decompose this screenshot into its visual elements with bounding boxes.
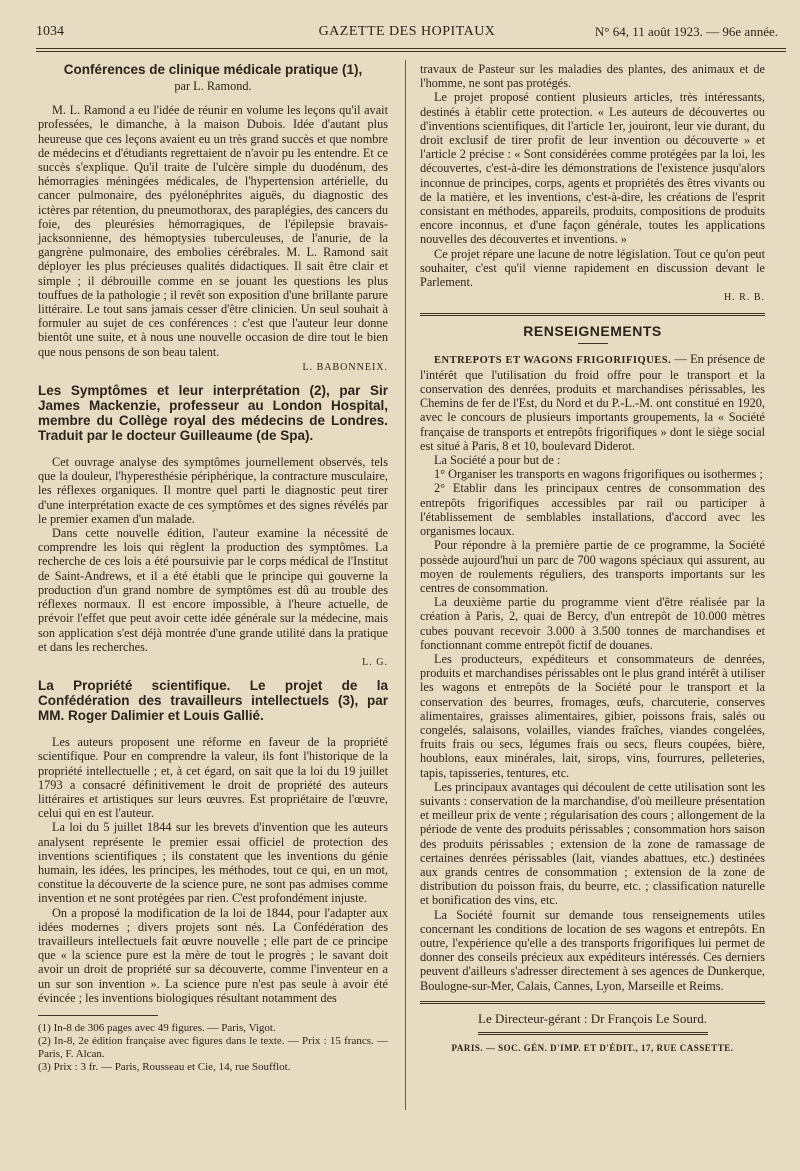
paragraph: La loi du 5 juillet 1844 sur les brevets d'invention que les auteurs analysent représente le premier essai officiel de protection des inventions scientifiques ; ils constatent que les inventions du génie humain, les idées, les principes, les méthodes, tout ce qui, en un mot, constitue la découverte de la science pure, ne sont pas admises comme invention et ne sont protégées par rien. C'est profondément injuste.: [38, 820, 388, 906]
page-header: [36, 24, 778, 42]
signature: L. G.: [362, 656, 388, 668]
signature: L. BABONNEIX.: [302, 361, 388, 373]
footnote: (2) In-8, 2e édition française avec figures dans le texte. — Prix : 15 francs. — Paris, F. Alcan.: [38, 1034, 388, 1060]
footnote: (1) In-8 de 306 pages avec 49 figures. — Paris, Vigot.: [38, 1021, 276, 1034]
paragraph: Les producteurs, expéditeurs et consommateurs de denrées, produits et marchandises périssables ont le plus grand intérêt à utiliser les wagons et entrepôts de la Société pour le transport et la conservation des beurres, fromages, œufs, charcuterie, conserves alimentaires, graisses alimentaires, gibier, poissons frais, salés ou congelés, salaisons, volailles, viandes fraîches, viandes congelées, fruits frais ou secs, légumes frais ou secs, fleurs coupées, bière, houblons, eaux minérales, lait, sirops, vins, fourrures, pelleteries, tapis, tapisseries, tentures, etc.: [420, 651, 765, 780]
section-title: Conférences de clinique médicale pratique (1),: [63, 62, 363, 77]
paragraph: [420, 352, 765, 453]
paragraph: Ce projet répare une lacune de notre législation. Tout ce qu'on peut souhaiter, c'est qu'il vienne rapidement en discussion devant le Parlement.: [420, 246, 765, 290]
header-rule: [36, 48, 786, 52]
paragraph: Les auteurs proposent une réforme en faveur de la propriété scientifique. Pour en comprendre la valeur, ils font l'historique de la propriété intellectuelle ; et, à cet égard, on sait que la loi du 19 juillet 1793 a consacré définitivement le droit de propriété des auteurs littéraires et artistiques sur leurs œuvres. Est propriétaire de l'œuvre, celui qui en est l'auteur.: [38, 735, 388, 821]
issue-info: N° 64, 11 août 1923. — 96e année.: [594, 24, 778, 39]
director-line: Le Directeur-gérant : Dr François Le Sourd.: [478, 1010, 707, 1026]
paragraph: La Société fournit sur demande tous renseignements utiles concernant les conditions de location de ses wagons et entrepôts. En outre, l'expérience qu'elle a des transports frigorifiques lui permet de donner des conseils précieux aux expéditeurs intéressés. Ces derniers peuvent d'ailleurs s'adresser directement à ses agences de Dunkerque, Boulogne-sur-Mer, Calais, Cannes, Lyon, Marseille et Reims.: [420, 907, 765, 993]
paragraph: 2° Etablir dans les principaux centres de consommation des entrepôts frigorifiques accessibles par rail ou participer à l'établissement de semblables installations, d'accord avec les organismes locaux.: [420, 481, 765, 539]
paragraph: Cet ouvrage analyse des symptômes journellement observés, tels que la douleur, l'hyperesthésie périphérique, la contracture musculaire, les réflexes organiques. Il montre quel parti le diagnostic peut tirer d'une interprétation exacte de ces symptômes et des signes révélés par le premier examen d'un malade.: [38, 455, 388, 526]
right-column: [420, 62, 765, 1055]
column-divider: [405, 60, 406, 1110]
section-heading: RENSEIGNEMENTS: [523, 323, 662, 340]
footer-rule: [420, 1001, 765, 1004]
signature: H. R. B.: [723, 292, 765, 304]
paragraph: On a proposé la modification de la loi de 1844, pour l'adapter aux idées modernes ; divers projets sont nés. La Confédération des travailleurs intellectuels fait œuvre nouvelle ; elle part de ce principe que « la science pure est la mère de tout le progrès ; le savant doit avoir un droit de propriété sur sa découverte, comme l'inventeur en a un sur son invention ». La science pure n'est pas seule à avoir été évincée ; les inventions biologiques résultant notamment des: [38, 905, 388, 1005]
section-title: Les Symptômes et leur interprétation (2), par Sir James Mackenzie, professeur au London Hospital, membre du Collège royal des médecins de Londres. Traduit par le docteur Guilleaume (de Spa).: [38, 383, 388, 444]
paragraph: Pour répondre à la première partie de ce programme, la Société possède aujourd'hui un parc de 700 wagons spéciaux qui assurent, au moyen de roulements réguliers, des transports importants sur les centres de consommation.: [420, 538, 765, 595]
paragraph: Les principaux avantages qui découlent de cette utilisation sont les suivants : conservation de la marchandise, d'où meilleure présentation et meilleur prix de vente ; régularisation des cours ; allongement de la période de vente des produits périssables ; consommation hors saison des produits périssables ; extension de la zone de ramassage de certaines denrées périssables (lait, viandes abattues, etc.) destinées aux grands centres de consommation ; extension de la zone de distribution du poisson frais, du beurre, etc. ; classification naturelle et bonification des vins, etc.: [420, 779, 765, 908]
paragraph: travaux de Pasteur sur les maladies des plantes, des animaux et de l'homme, ne sont pas protégés.: [420, 62, 765, 91]
paragraph: 1° Organiser les transports en wagons frigorifiques ou isothermes ;: [434, 467, 763, 482]
imprint-line: PARIS. — SOC. GÉN. D'IMP. ET D'ÉDIT., 17, RUE CASSETTE.: [451, 1043, 734, 1053]
paragraph-text: — En présence de l'intérêt que l'utilisation du froid offre pour le transport et la conservation des denrées, produits et marchandises périssables, les Chemins de fer de l'Est, du Nord et du P.-L.-M. ont constitué en 1920, avec le concours de plusieurs importants groupements, la « Société française de transports et entrepôts frigorifiques » dont le siège social est situé à Paris, 8 et 10, boulevard Diderot.: [420, 351, 765, 453]
paragraph: Dans cette nouvelle édition, l'auteur examine la nécessité de comprendre les lois qui règlent la production des symptômes. La recherche de ces lois a été poursuivie par le corps médical de l'Institut de Saint-Andrews, et il a été établi que le principe qui gouverne la production d'un grand nombre de symptômes est dû au trouble des réflexes normaux. Il est encore impossible, à l'heure actuelle, de prévoir l'effet que peut avoir cette idée générale sur la médecine, mais son application s'est déjà montrée d'une grande utilité dans la pratique et dans les recherches.: [38, 526, 388, 654]
footnote: (3) Prix : 3 fr. — Paris, Rousseau et Cie, 14, rue Soufflot.: [38, 1060, 291, 1073]
paragraph: M. L. Ramond a eu l'idée de réunir en volume les leçons qu'il avait professées, le dimanche, à la maison Dubois. Idée d'autant plus heureuse que ces leçons avaient eu un très grand succès et que nombre de médecins et d'étudiants regrettaient de n'avoir pu les entendre. Et ce succès s'explique. Qu'il traite de l'ulcère simple du duodénum, des hémorragies méningées médicales, de l'hypertension artérielle, du cancer pulmonaire, des pyélonéphrites aiguës, du diagnostic des ictères par rétention, du pneumothorax, des paraplégies, des cancers du foie, des pleurésies hémorragiques, de l'épilepsie bravais-jacksonnienne, des hémoptysies tuberculeuses, de l'anurie, de la gangrène pulmonaire, des embolies cérébrales. M. L. Ramond sait déployer les plus précieuses qualités didactiques. Il sait être clair et simple ; il débrouille comme en se jouant les questions les plus touffues de la pathologie ; il revêt son exposition d'une brillante parure littéraire. Le tout sans jamais cesser d'être clinicien. Un seul souhait à formuler au sujet de ces conférences : c'est que l'auteur leur donne bientôt une suite, et à nous une nouvelle occasion de dire tout le bien que nous pensons de son beau talent.: [38, 103, 388, 359]
section-rule: [420, 313, 765, 316]
footnote-rule: [38, 1015, 158, 1016]
footer-rule: [478, 1032, 708, 1035]
paragraph: Le projet proposé contient plusieurs articles, très intéressants, destinés à établir cette protection. « Les auteurs de découvertes ou d'inventions scientifiques, dit l'article 1er, jouiront, leur vie durant, du droit exclusif de tirer profit de leur invention ou découverte » et l'article 2 précise : « Sont considérées comme protégées par la loi, les découvertes, c'est-à-dire les démonstrations de l'existence jusqu'alors inconnue de principes, corps, agents et propriétés des êtres vivants ou de la matière, et les inventions, c'est-à-dire, les créations de l'esprit consistant en méthodes, appareils, produits, compositions de produits encore inconnus, et d'une façon générale, toutes les applications nouvelles des découvertes et inventions. »: [420, 90, 765, 247]
entry-lead: ENTREPOTS ET WAGONS FRIGORIFIQUES.: [434, 354, 672, 366]
paragraph: La Société a pour but de :: [434, 453, 561, 468]
page-number: 1034: [36, 24, 64, 39]
section-byline: par L. Ramond.: [174, 79, 252, 93]
paragraph: La deuxième partie du programme vient d'être réalisée par la création à Paris, 2, quai de Bercy, d'un entrepôt de 10.000 mètres cubes pouvant recevoir 3.000 à 3.500 tonnes de marchandises et fonctionnant comme entrepôt fictif de douanes.: [420, 595, 765, 652]
left-column: [38, 62, 388, 1074]
section-title: La Propriété scientifique. Le projet de la Confédération des travailleurs intellectuels (3), par MM. Roger Dalimier et Louis Gallié.: [38, 678, 388, 724]
heading-rule: [578, 343, 608, 344]
journal-title: GAZETTE DES HOPITAUX: [318, 24, 496, 39]
